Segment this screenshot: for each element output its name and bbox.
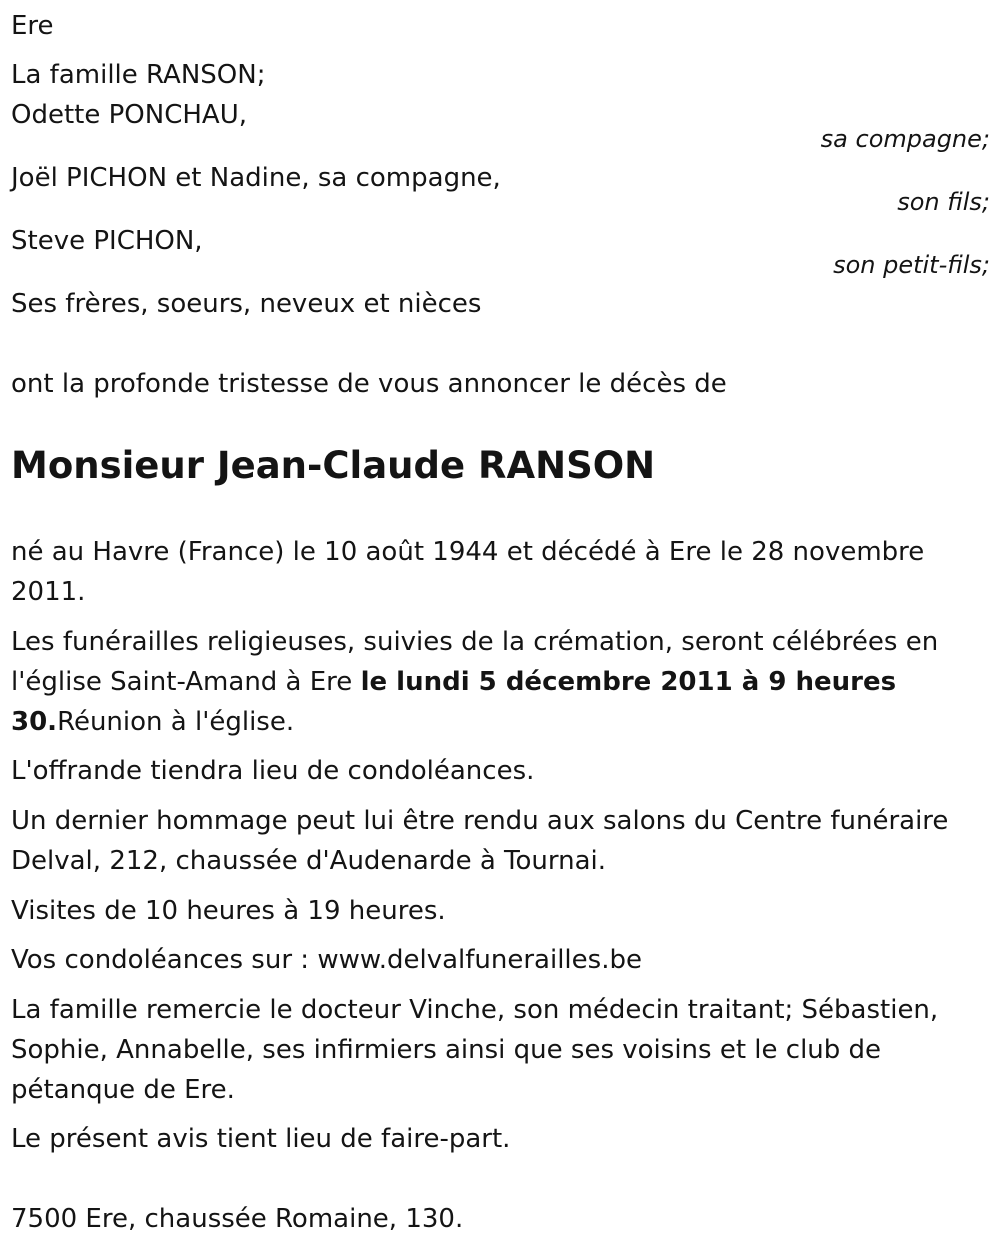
notice-statement: Le présent avis tient lieu de faire-part. [11, 1124, 511, 1154]
funeral-time-end: 30. [11, 707, 58, 737]
tribute-line-2: Delval, 212, chaussée d'Audenarde à Tournai. [11, 846, 607, 876]
thanks-line-3: pétanque de Ere. [11, 1075, 235, 1105]
funeral-date: le lundi 5 décembre 2011 à 9 heures [360, 667, 897, 697]
funeral-meeting: Réunion à l'église. [57, 707, 295, 737]
offering-note: L'offrande tiendra lieu de condoléances. [11, 756, 535, 786]
deceased-name: Monsieur Jean-Claude RANSON [11, 444, 656, 487]
thanks-line-1: La famille remercie le docteur Vinche, son médecin traitant; Sébastien, [11, 995, 939, 1025]
family-member-1: La famille RANSON; [11, 60, 266, 90]
family-relation-4: son petit-fils; [833, 251, 990, 279]
family-member-2: Odette PONCHAU, [11, 100, 247, 130]
family-relation-2: sa compagne; [820, 125, 990, 153]
tribute-line-1: Un dernier hommage peut lui être rendu aux salons du Centre funéraire [11, 806, 949, 836]
funeral-line-2 [11, 662, 896, 702]
family-member-5: Ses frères, soeurs, neveux et nièces [11, 289, 482, 319]
birth-death-line-2: 2011. [11, 577, 86, 607]
condolences-website: Vos condoléances sur : www.delvalfunerailles.be [11, 945, 642, 975]
birth-death-line-1: né au Havre (France) le 10 août 1944 et décédé à Ere le 28 novembre [11, 537, 925, 567]
funeral-line-1: Les funérailles religieuses, suivies de la crémation, seront célébrées en [11, 627, 939, 657]
funeral-line-3 [11, 702, 294, 742]
family-member-4: Steve PICHON, [11, 226, 203, 256]
family-relation-3: son fils; [897, 188, 990, 216]
locality-heading: Ere [11, 11, 54, 41]
announcement-intro: ont la profonde tristesse de vous annoncer le décès de [11, 369, 727, 399]
thanks-line-2: Sophie, Annabelle, ses infirmiers ainsi que ses voisins et le club de [11, 1035, 882, 1065]
family-member-3: Joël PICHON et Nadine, sa compagne, [11, 163, 501, 193]
family-address: 7500 Ere, chaussée Romaine, 130. [11, 1204, 464, 1234]
visits-hours: Visites de 10 heures à 19 heures. [11, 896, 446, 926]
funeral-place: l'église Saint-Amand à Ere [11, 667, 361, 697]
